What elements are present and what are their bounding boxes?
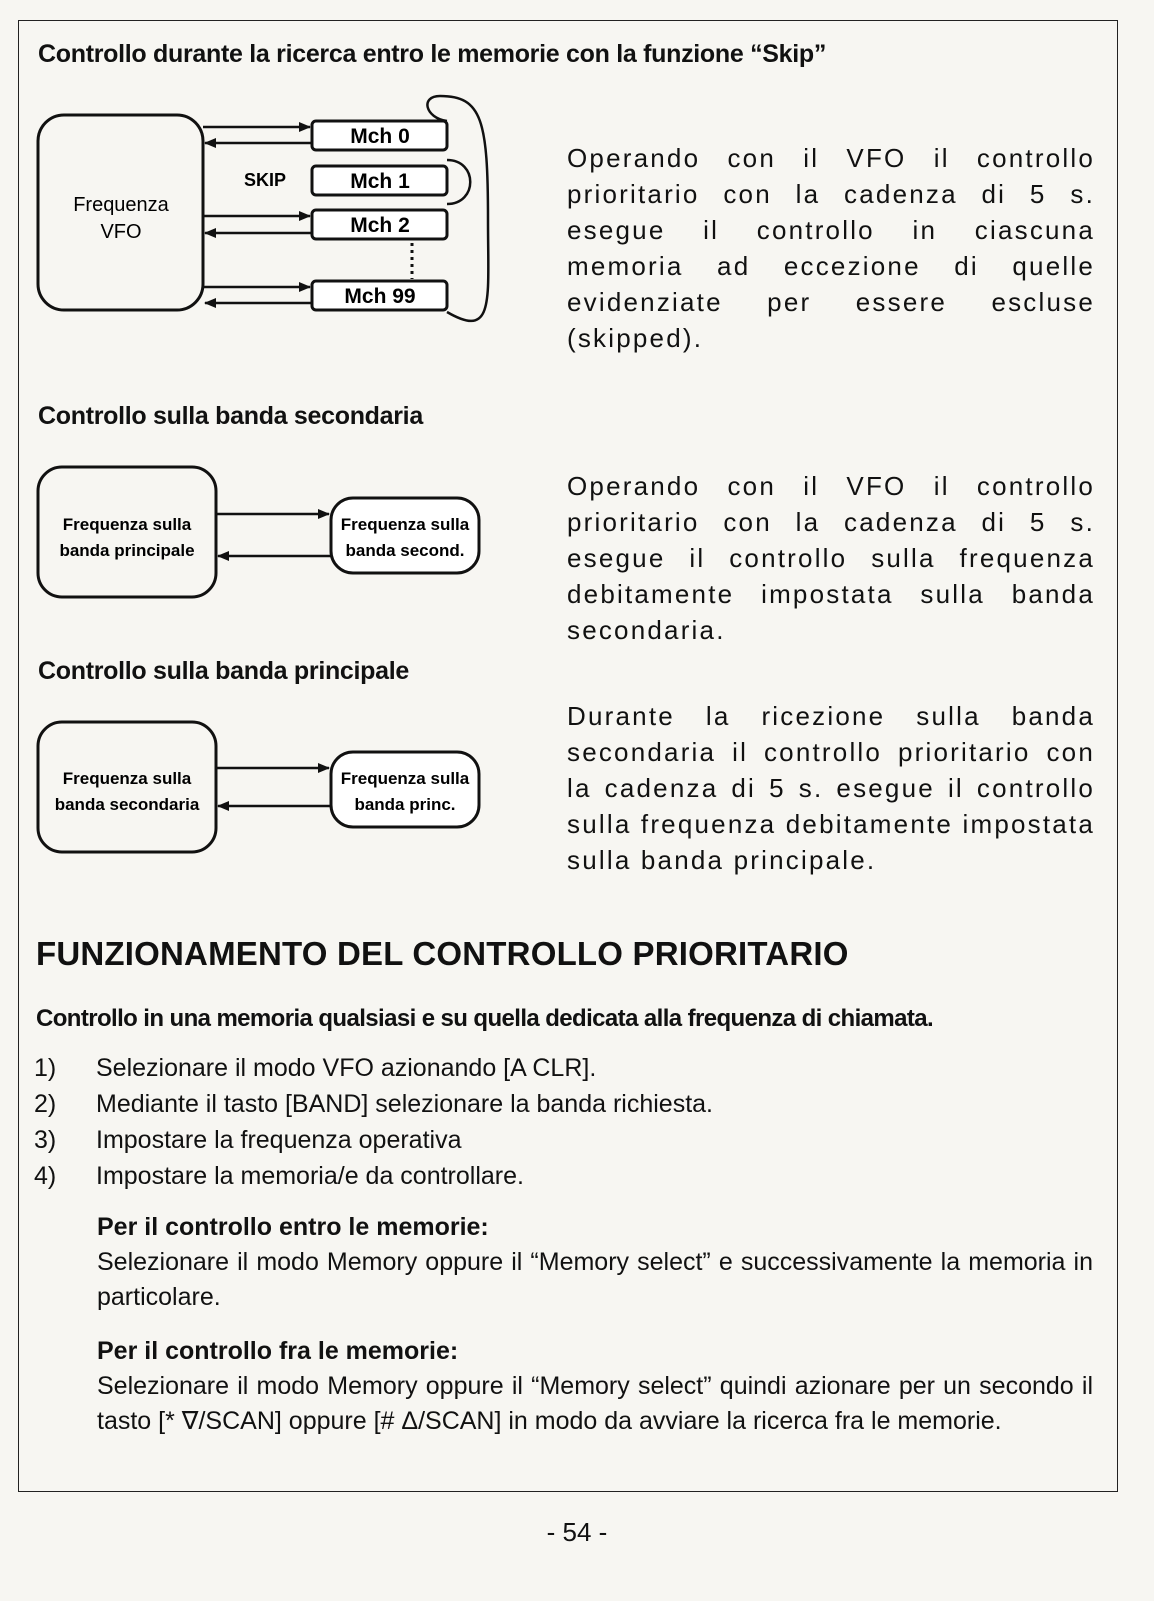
block-within-title: Per il controllo entro le memorie: [97,1213,489,1241]
section-secondary-text: Operando con il VFO il controllo prioritario con la cadenza di 5 s. esegue il controllo sulla frequenza debitamente impostata sulla banda secondaria. [567,471,1095,645]
page-number: - 54 - [546,1517,608,1547]
vfo-label-line2: VFO [100,221,142,243]
step-number: 1) [34,1054,57,1082]
step-number: 2) [34,1090,57,1118]
channel-label-2: Mch 2 [350,214,410,237]
secondary-freq-label-line1: Frequenza sulla [62,769,192,788]
step-text: Mediante il tasto [BAND] selezionare la banda richiesta. [96,1090,713,1118]
block-within-text: Selezionare il modo Memory oppure il “Memory select” e successivamente la memoria in particolare. [97,1248,1093,1311]
step-item [34,1050,1094,1086]
skip-label: SKIP [243,170,287,190]
step-text: Impostare la memoria/e da controllare. [96,1162,524,1190]
sub-heading: Controllo in una memoria qualsiasi e su quella dedicata alla frequenza di chiamata. [36,1005,934,1032]
block-between-text: Selezionare il modo Memory oppure il “Memory select” quindi azionare per un secondo il tasto [* ∇/SCAN] oppure [# Δ/SCAN] in modo da avviare la ricerca fra le memorie. [97,1372,1093,1435]
channel-label-0: Mch 0 [350,125,410,148]
block-within-memories [97,1210,1093,1315]
main-heading: FUNZIONAMENTO DEL CONTROLLO PRIORITARIO [36,935,849,972]
main-freq-box [331,752,479,827]
section-main-title: Controllo sulla banda principale [38,657,410,685]
step-text: Impostare la frequenza operativa [96,1126,462,1154]
section-secondary-title: Controllo sulla banda secondaria [38,402,423,430]
main-freq-label-line1: Frequenza sulla [340,769,470,788]
steps-list [34,1050,1094,1194]
second-band-label-line2: banda second. [345,541,465,560]
main-band-label-line1: Frequenza sulla [62,515,192,534]
second-band-label-line1: Frequenza sulla [340,515,470,534]
section-skip-title: Controllo durante la ricerca entro le memorie con la funzione “Skip” [38,40,827,68]
channel-label-99: Mch 99 [344,285,416,308]
block-between-title: Per il controllo fra le memorie: [97,1337,459,1365]
section-main-text: Durante la ricezione sulla banda secondaria il controllo prioritario con la cadenza di 5 s. esegue il controllo sulla frequenza debitamente impostata sulla banda principale. [567,701,1096,875]
step-item [34,1122,1094,1158]
step-item [34,1086,1094,1122]
step-number: 3) [34,1126,57,1154]
section-skip-text: Operando con il VFO il controllo prioritario con la cadenza di 5 s. esegue il controllo in ciascuna memoria ad eccezione di quelle evidenziate per essere escluse (skipped). [567,143,1095,353]
vfo-label-line1: Frequenza [73,194,169,216]
main-band-diagram [38,722,479,852]
main-freq-label-line2: banda princ. [354,795,456,814]
secondary-freq-label-line2: banda secondaria [54,795,200,814]
block-between-memories [97,1334,1093,1439]
main-band-label-line2: banda principale [59,541,195,560]
secondary-band-diagram [38,467,479,597]
channel-label-1: Mch 1 [350,170,410,193]
step-number: 4) [34,1162,57,1190]
step-text: Selezionare il modo VFO azionando [A CLR]. [96,1054,597,1082]
step-item [34,1158,1094,1194]
second-band-box [331,498,479,573]
